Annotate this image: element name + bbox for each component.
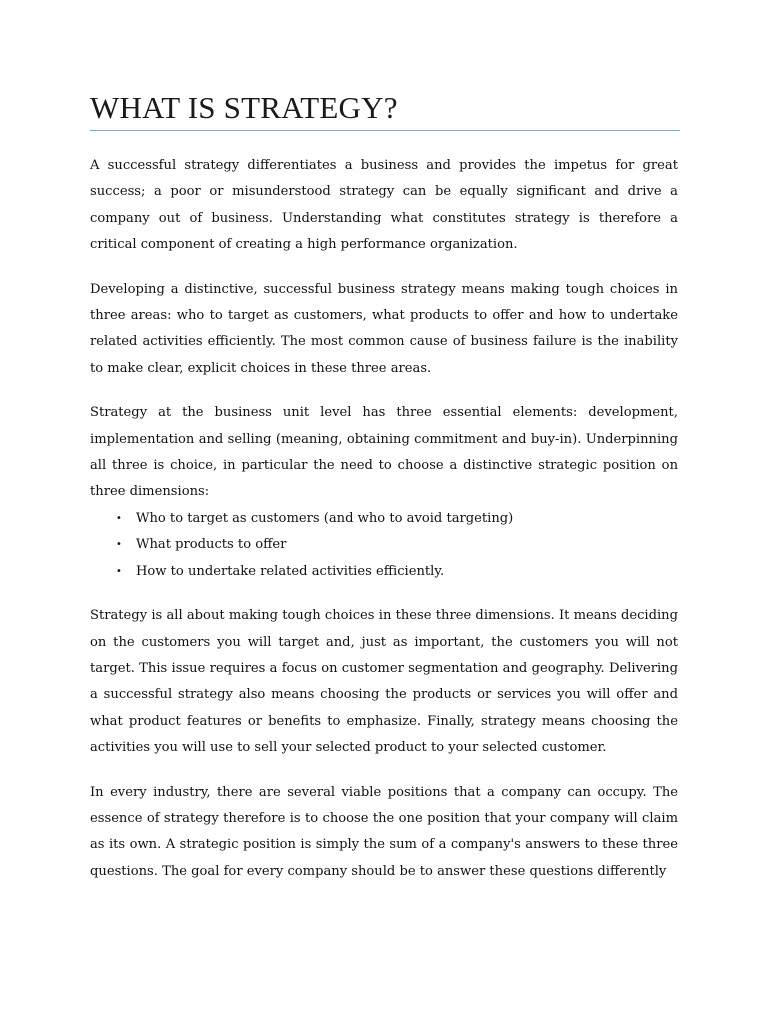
list-item-text: What products to offer: [136, 537, 287, 553]
list-item: [116, 532, 678, 558]
list-item: [116, 506, 678, 532]
paragraph-viable-positions: In every industry, there are several viable positions that a company can occupy. The essence of strategy therefore is to choose the one position that your company will claim as its own. A strategic position is simply the sum of a company's answers to these three questions. The goal for every company should be to answer these questions differently: [90, 784, 678, 879]
bullet-icon: •: [116, 512, 122, 524]
list-item-text: Who to target as customers (and who to avoid targeting): [136, 510, 514, 526]
dimensions-list: [90, 506, 678, 585]
bullet-icon: •: [116, 539, 122, 551]
paragraph-intro: A successful strategy differentiates a business and provides the impetus for great success; a poor or misunderstood strategy can be equally significant and drive a company out of business. Understanding what constitutes strategy is therefore a critical component of creating a high performance organization.: [90, 158, 678, 253]
bullet-icon: •: [116, 565, 122, 577]
paragraph-elements: Strategy at the business unit level has three essential elements: development, implementation and selling (meaning, obtaining commitment and buy-in). Underpinning all three is choice, in particular the need to choose a distinctive strategic position on three dimensions:: [90, 405, 678, 500]
document-body: [90, 153, 678, 903]
list-item: [116, 559, 678, 585]
list-item-text: How to undertake related activities efficiently.: [136, 563, 445, 579]
title-underline: [90, 130, 680, 131]
paragraph-choices: Developing a distinctive, successful business strategy means making tough choices in three areas: who to target as customers, what products to offer and how to undertake related activities efficiently. The most common cause of business failure is the inability to make clear, explicit choices in these three areas.: [90, 281, 678, 376]
document-title: WHAT IS STRATEGY?: [90, 90, 398, 125]
paragraph-tough-choices: Strategy is all about making tough choices in these three dimensions. It means deciding on the customers you will target and, just as important, the customers you will not target. This issue requires a focus on customer segmentation and geography. Delivering a successful strategy also means choosing the products or services you will offer and what product features or benefits to emphasize. Finally, strategy means choosing the activities you will use to sell your selected product to your selected customer.: [90, 608, 678, 756]
